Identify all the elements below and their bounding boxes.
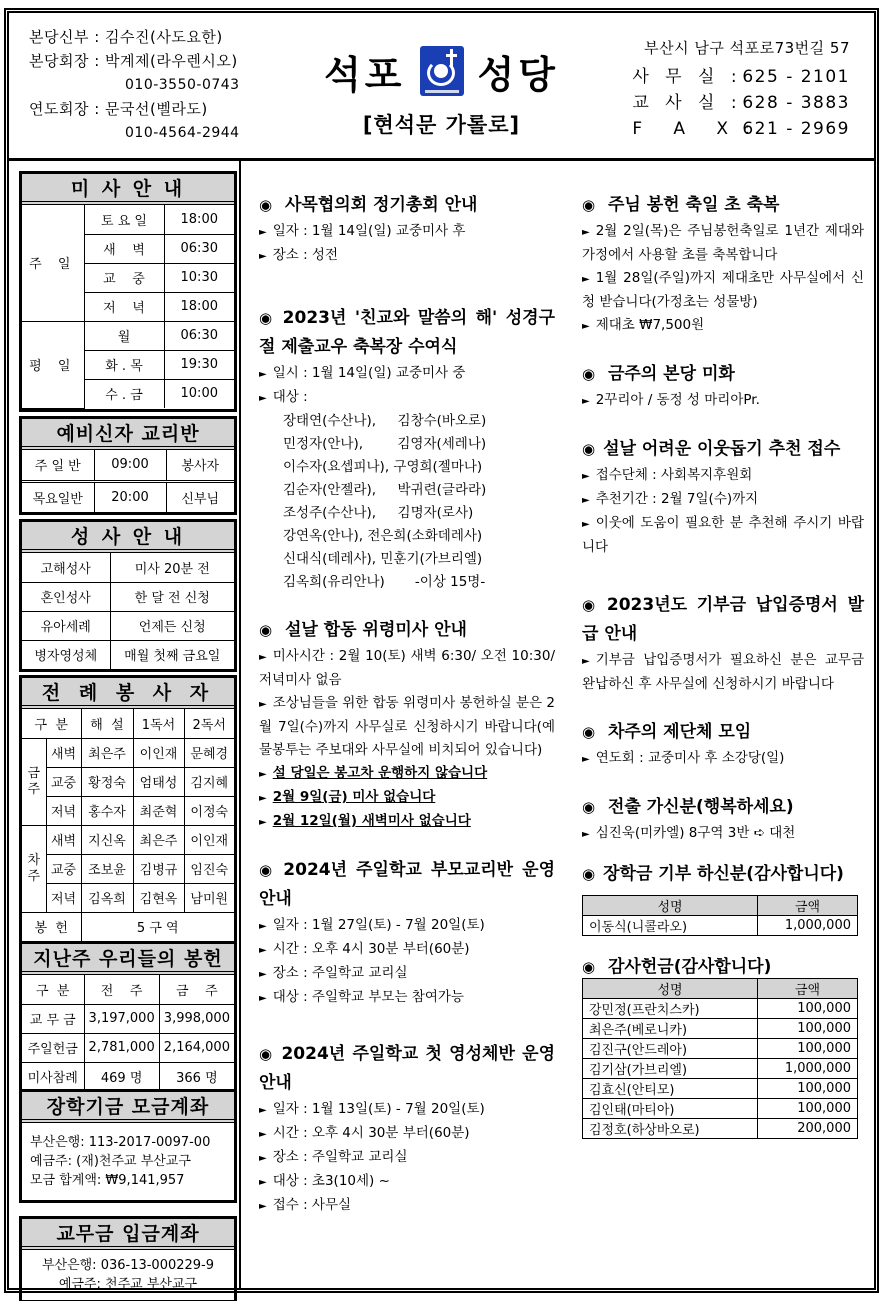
notice-group-meetings [582, 718, 864, 771]
mass-name: 토 요 일 [84, 205, 164, 234]
liturgy-servers-box [19, 675, 237, 944]
commentator: 지신옥 [81, 825, 133, 854]
sacrament-info: 미사 20분 전 [110, 553, 234, 582]
bulletin-header [9, 13, 874, 161]
president-phone: 010-3550-0743 [125, 77, 240, 93]
mass-time: 10:30 [164, 263, 234, 292]
donor-name: 김진구(안드레아) [583, 1039, 758, 1059]
donor-amount: 100,000 [758, 999, 858, 1019]
reader-2: 이인재 [184, 825, 234, 854]
notice-line: 대상 : [272, 389, 308, 405]
notice-candle-blessing [582, 191, 864, 338]
mass-schedule-table [22, 205, 234, 409]
commentator: 김옥희 [81, 883, 133, 912]
awardee-line: 민정자(안나), 김영자(세레나) [283, 436, 487, 452]
notice-line: 미사시간 : 2월 10(토) 새벽 6:30/ 오전 10:30/ 저녁미사 없음 [259, 648, 555, 688]
offerings-table [22, 975, 234, 1091]
phone-teachers: 교 사 실 : 628 - 3883 [632, 93, 850, 113]
mass-name: 저 녁 [84, 292, 164, 321]
phone-office: 사 무 실 : 625 - 2101 [632, 67, 850, 87]
notice-title: 차주의 제단체 모임 [608, 722, 752, 742]
column-header: 2독서 [184, 709, 234, 738]
next-week-label: 차주 [22, 825, 46, 912]
catechumen-table [22, 450, 234, 512]
parish-title-block [309, 43, 574, 139]
mass-name: 교 중 [84, 263, 164, 292]
mass-slot: 저녁 [46, 796, 81, 825]
mass-slot: 교중 [46, 854, 81, 883]
radio-bullet-icon: ◉ [582, 958, 596, 976]
notice-line: 일자 : 1월 14일(일) 교중미사 후 [272, 223, 466, 239]
parish-title [309, 43, 574, 99]
donor-name: 김기삼(가브리엘) [583, 1059, 758, 1079]
liturgy-servers-table [22, 709, 234, 941]
commentator: 최은주 [81, 738, 133, 767]
liturgy-servers-title: 전 례 봉 사 자 [22, 678, 234, 709]
notice-lunar-new-year-mass [259, 616, 555, 834]
column-header: 금액 [758, 896, 858, 916]
column-header: 해 설 [81, 709, 133, 738]
awardee-line: 장태연(수산나), 김창수(바오로) [283, 413, 487, 429]
arrow-icon: ► [582, 829, 590, 840]
mass-name: 수 . 금 [84, 379, 164, 408]
sacrament-name: 유아세례 [22, 611, 110, 640]
this-week-value: 366 명 [159, 1062, 234, 1091]
total-amount: 모금 합계액: ₩9,141,957 [30, 1173, 185, 1188]
sacrament-name: 혼인성사 [22, 582, 110, 611]
class-time: 09:00 [94, 450, 166, 481]
awardee-line: 김순자(안젤라), 박귀련(글라라) [283, 482, 487, 498]
awardee-line: 강연옥(안나), 전은희(소화데레사) [283, 528, 483, 544]
phone-fax: F A X : 621 - 2969 [632, 119, 850, 139]
class-time: 20:00 [94, 481, 166, 512]
sacraments-box [19, 519, 237, 672]
awardee-line: 조성주(수산나), 김명자(로사) [283, 505, 474, 521]
reader-1: 이인재 [133, 738, 184, 767]
offering-type: 미사참례 [22, 1062, 84, 1091]
prev-week-value: 469 명 [84, 1062, 159, 1091]
contact-info [620, 37, 850, 142]
notice-title: 주님 봉헌 축일 초 축복 [608, 195, 780, 215]
sacrament-info: 언제든 신청 [110, 611, 234, 640]
mass-slot: 새벽 [46, 738, 81, 767]
notice-moved-out [582, 793, 864, 846]
radio-bullet-icon: ◉ [259, 861, 276, 879]
radio-bullet-icon: ◉ [259, 309, 275, 327]
donor-amount: 100,000 [758, 1039, 858, 1059]
sacrament-name: 병자영성체 [22, 640, 110, 669]
notice-line: 대상 : 초3(10세) ~ [272, 1173, 390, 1189]
arrow-icon: ► [259, 921, 267, 932]
donor-amount: 1,000,000 [758, 916, 858, 936]
notice-title: 설날 합동 위령미사 안내 [285, 620, 467, 640]
notice-line: 시간 : 오후 4시 30분 부터(60분) [272, 941, 470, 957]
weekday-label: 평 일 [22, 321, 84, 408]
offering-type: 주일헌금 [22, 1033, 84, 1062]
arrow-icon: ► [582, 274, 590, 285]
dues-account-details [22, 1250, 234, 1300]
prev-week-value: 3,197,000 [84, 1004, 159, 1033]
reader-1: 김현옥 [133, 883, 184, 912]
commentator: 홍수자 [81, 796, 133, 825]
mass-schedule-title: 미 사 안 내 [22, 174, 234, 205]
radio-bullet-icon: ◉ [582, 798, 596, 816]
awardee-line: 이수자(요셉피나), 구영희(젤마나) [283, 459, 483, 475]
arrow-icon: ► [582, 227, 590, 238]
reader-1: 최은주 [133, 825, 184, 854]
arrow-icon: ► [259, 1201, 267, 1212]
sunday-label: 주 일 [22, 205, 84, 321]
elder-president-line: 연도회장 : 문국선(벨라도) [29, 100, 208, 118]
thanks-offering-table [582, 978, 858, 1139]
donor-amount: 100,000 [758, 1079, 858, 1099]
reader-2: 남미원 [184, 883, 234, 912]
column-header: 구 분 [22, 975, 84, 1004]
radio-bullet-icon: ◉ [259, 621, 273, 639]
arrow-icon: ► [259, 652, 267, 663]
scholarship-donors-section [582, 860, 864, 936]
notices-middle-column [259, 191, 555, 1240]
arrow-icon: ► [259, 769, 267, 780]
mass-schedule-box [19, 171, 237, 412]
dues-account-title: 교무금 입금계좌 [22, 1219, 234, 1250]
notice-church-cleaning [582, 360, 864, 413]
offerings-title: 지난주 우리들의 봉헌 [22, 944, 234, 975]
radio-bullet-icon: ◉ [582, 196, 596, 214]
mass-time: 10:00 [164, 379, 234, 408]
prev-week-value: 2,781,000 [84, 1033, 159, 1062]
radio-bullet-icon: ◉ [582, 596, 599, 614]
donor-amount: 200,000 [758, 1119, 858, 1139]
mass-name: 월 [84, 321, 164, 350]
arrow-icon: ► [582, 495, 590, 506]
mass-name: 화 . 목 [84, 350, 164, 379]
radio-bullet-icon: ◉ [582, 440, 596, 458]
sacrament-info: 한 달 전 신청 [110, 582, 234, 611]
title-left: 석포 [324, 52, 406, 97]
commentator: 황정숙 [81, 767, 133, 796]
column-header: 성명 [583, 896, 758, 916]
arrow-icon: ► [582, 656, 590, 667]
mass-time: 18:00 [164, 292, 234, 321]
notice-title: 전출 가신분(행복하세요) [608, 797, 794, 817]
arrow-icon: ► [259, 369, 267, 380]
donor-amount: 1,000,000 [758, 1059, 858, 1079]
notice-line: 접수 : 사무실 [272, 1197, 352, 1213]
reader-2: 임진숙 [184, 854, 234, 883]
bulletin-body [9, 161, 874, 1292]
sacraments-table [22, 553, 234, 669]
mass-slot: 새벽 [46, 825, 81, 854]
offering-type: 교 무 금 [22, 1004, 84, 1033]
notice-title: 장학금 기부 하신분(감사합니다) [603, 864, 844, 884]
notice-line: 시간 : 오후 4시 30분 부터(60분) [272, 1125, 470, 1141]
notice-donation-receipt [582, 591, 864, 696]
notice-council-meeting [259, 191, 555, 268]
arrow-icon: ► [259, 393, 267, 404]
arrow-icon: ► [259, 1177, 267, 1188]
class-teacher: 봉사자 [166, 450, 234, 481]
mass-time: 19:30 [164, 350, 234, 379]
mass-name: 새 벽 [84, 234, 164, 263]
donor-amount: 100,000 [758, 1099, 858, 1119]
scholarship-donors-table [582, 895, 858, 936]
arrow-icon: ► [582, 321, 590, 332]
reader-1: 김병규 [133, 854, 184, 883]
mass-time: 06:30 [164, 321, 234, 350]
notice-title: 감사헌금(감사합니다) [608, 957, 772, 977]
president-line: 본당회장 : 박계제(라우렌시오) [29, 52, 238, 70]
donor-name: 김정호(하상바오로) [583, 1119, 758, 1139]
donor-name: 김효신(안티모) [583, 1079, 758, 1099]
radio-bullet-icon: ◉ [582, 723, 596, 741]
arrow-icon: ► [582, 396, 590, 407]
arrow-icon: ► [582, 754, 590, 765]
donor-name: 최은주(베로니카) [583, 1019, 758, 1039]
arrow-icon: ► [582, 471, 590, 482]
class-name: 목요일반 [22, 481, 94, 512]
this-week-value: 3,998,000 [159, 1004, 234, 1033]
notice-line: 2월 2일(목)은 주님봉헌축일로 1년간 제대와 가정에서 사용할 초를 축복합니다 [582, 223, 864, 263]
account-holder: 예금주: (재)천주교 부산교구 [30, 1154, 191, 1169]
parish-staff-info [29, 25, 240, 145]
donor-name: 강민정(프란치스카) [583, 999, 758, 1019]
left-sidebar [9, 161, 241, 1292]
commentator: 조보윤 [81, 854, 133, 883]
notice-title: 설날 어려운 이웃돕기 추천 접수 [603, 439, 841, 459]
notice-line: 조상님들을 위한 합동 위령미사 봉헌하실 분은 2월 7일(수)까지 사무실로 신청하시기 바랍니다(예물봉투는 주보대와 사무실에 비치되어 있습니다) [259, 695, 555, 758]
notice-title: 사목협의회 정기총회 안내 [285, 195, 478, 215]
offerings-box [19, 941, 237, 1094]
reader-2: 김지혜 [184, 767, 234, 796]
radio-bullet-icon: ◉ [582, 865, 596, 883]
notice-parent-catechism [259, 856, 555, 1010]
radio-bullet-icon: ◉ [259, 1045, 274, 1063]
notice-title: 2024년 주일학교 첫 영성체반 운영 안내 [259, 1044, 555, 1093]
notice-line: 일자 : 1월 13일(토) - 7월 20일(토) [272, 1101, 485, 1117]
title-right: 성당 [477, 52, 559, 97]
catechumen-title: 예비신자 교리반 [22, 419, 234, 450]
reader-1: 최준혁 [133, 796, 184, 825]
arrow-icon: ► [259, 993, 267, 1004]
arrow-icon: ► [259, 227, 267, 238]
mass-time: 18:00 [164, 205, 234, 234]
column-header: 구 분 [22, 709, 81, 738]
donor-name: 김인태(마티아) [583, 1099, 758, 1119]
column-header: 성명 [583, 979, 758, 999]
arrow-icon: ► [259, 1129, 267, 1140]
arrow-icon: ► [259, 817, 267, 828]
patron-subtitle: [현석문 가롤로] [362, 113, 521, 137]
notice-line: 기부금 납입증명서가 필요하신 분은 교무금 완납하신 후 사무실에 신청하시기 바랍니다 [582, 652, 864, 692]
reader-2: 문혜경 [184, 738, 234, 767]
bank-account: 부산은행: 113-2017-0097-00 [30, 1135, 211, 1150]
reader-2: 이정숙 [184, 796, 234, 825]
this-week-label: 금주 [22, 738, 46, 825]
arrow-icon: ► [259, 1153, 267, 1164]
arrow-icon: ► [259, 793, 267, 804]
notice-title: 2024년 주일학교 부모교리반 운영 안내 [259, 860, 555, 909]
arrow-icon: ► [259, 969, 267, 980]
radio-bullet-icon: ◉ [582, 365, 596, 383]
sacrament-info: 매월 첫째 금요일 [110, 640, 234, 669]
reader-1: 엄태성 [133, 767, 184, 796]
offering-district: 5 구 역 [81, 912, 234, 941]
notice-line: 이웃에 도움이 필요한 분 추천해 주시기 바랍니다 [582, 515, 864, 555]
notice-line: 1월 28일(주일)까지 제대초만 사무실에서 신청 받습니다(가정초는 성물방) [582, 270, 864, 310]
mass-time: 06:30 [164, 234, 234, 263]
thanks-offering-section [582, 956, 864, 1139]
notice-line: 2꾸리아 / 동정 성 마리아Pr. [595, 392, 760, 408]
arrow-icon: ► [259, 1105, 267, 1116]
sacraments-title: 성 사 안 내 [22, 522, 234, 553]
notice-title: 2023년 '친교와 말씀의 해' 성경구절 제출교우 축복장 수여식 [259, 308, 555, 357]
notice-line: 추천기간 : 2월 7일(수)까지 [595, 491, 759, 507]
notice-title: 금주의 본당 미화 [608, 364, 735, 384]
awardee-line: 신대식(데레사), 민훈기(가브리엘) [283, 551, 483, 567]
arrow-icon: ► [259, 251, 267, 262]
scholarship-account-details [22, 1123, 234, 1200]
notice-first-communion [259, 1040, 555, 1218]
address: 부산시 남구 석포로73번길 57 [644, 39, 850, 57]
elder-president-phone: 010-4564-2944 [125, 125, 240, 141]
notice-line: 장소 : 주일학교 교리실 [272, 965, 408, 981]
donor-amount: 100,000 [758, 1019, 858, 1039]
catechumen-box [19, 416, 237, 515]
notice-line: 심진욱(미카엘) 8구역 3반 ➪ 대천 [595, 825, 796, 841]
scholarship-account-title: 장학기금 모금계좌 [22, 1092, 234, 1123]
radio-bullet-icon: ◉ [259, 196, 273, 214]
scholarship-account-box [19, 1089, 237, 1203]
account-holder: 예금주: 천주교 부산교구 [58, 1277, 198, 1292]
emphasis-line: 설 당일은 봉고차 운행하지 않습니다 [272, 765, 488, 781]
notice-line: 장소 : 주일학교 교리실 [272, 1149, 408, 1165]
notice-neighbor-help [582, 435, 864, 559]
arrow-icon: ► [259, 699, 267, 710]
notice-line: 대상 : 주일학교 부모는 참여가능 [272, 989, 464, 1005]
parish-logo-icon [420, 46, 464, 96]
notice-line: 일시 : 1월 14일(일) 교중미사 중 [272, 365, 466, 381]
notice-line: 접수단체 : 사회복지후원회 [595, 467, 753, 483]
notice-line: 연도회 : 교중미사 후 소강당(일) [595, 750, 785, 766]
column-header: 금액 [758, 979, 858, 999]
notice-line: 제대초 ₩7,500원 [595, 317, 705, 333]
emphasis-line: 2월 12일(월) 새벽미사 없습니다 [272, 813, 471, 829]
emphasis-line: 2월 9일(금) 미사 없습니다 [272, 789, 436, 805]
column-header: 1독서 [133, 709, 184, 738]
notice-line: 일자 : 1월 27일(토) - 7월 20일(토) [272, 917, 485, 933]
column-header: 전 주 [84, 975, 159, 1004]
class-teacher: 신부님 [166, 481, 234, 512]
notices-right-column [582, 191, 864, 1161]
pastor-line: 본당신부 : 김수진(사도요한) [29, 28, 223, 46]
notice-line: 장소 : 성전 [272, 247, 338, 263]
class-name: 주 일 반 [22, 450, 94, 481]
mass-slot: 저녁 [46, 883, 81, 912]
notice-bible-award [259, 304, 555, 594]
notice-title: 2023년도 기부금 납입증명서 발급 안내 [582, 595, 864, 644]
arrow-icon: ► [259, 945, 267, 956]
this-week-value: 2,164,000 [159, 1033, 234, 1062]
sacrament-name: 고해성사 [22, 553, 110, 582]
arrow-icon: ► [582, 519, 590, 530]
bulletin-page [4, 8, 879, 1293]
awardee-line: 김옥희(유리안나) -이상 15명- [283, 574, 486, 590]
dues-account-box [19, 1216, 237, 1301]
offering-label: 봉 헌 [22, 912, 81, 941]
column-header: 금 주 [159, 975, 234, 1004]
donor-name: 이동식(니콜라오) [583, 916, 758, 936]
mass-slot: 교중 [46, 767, 81, 796]
bank-account: 부산은행: 036-13-000229-9 [41, 1258, 215, 1273]
